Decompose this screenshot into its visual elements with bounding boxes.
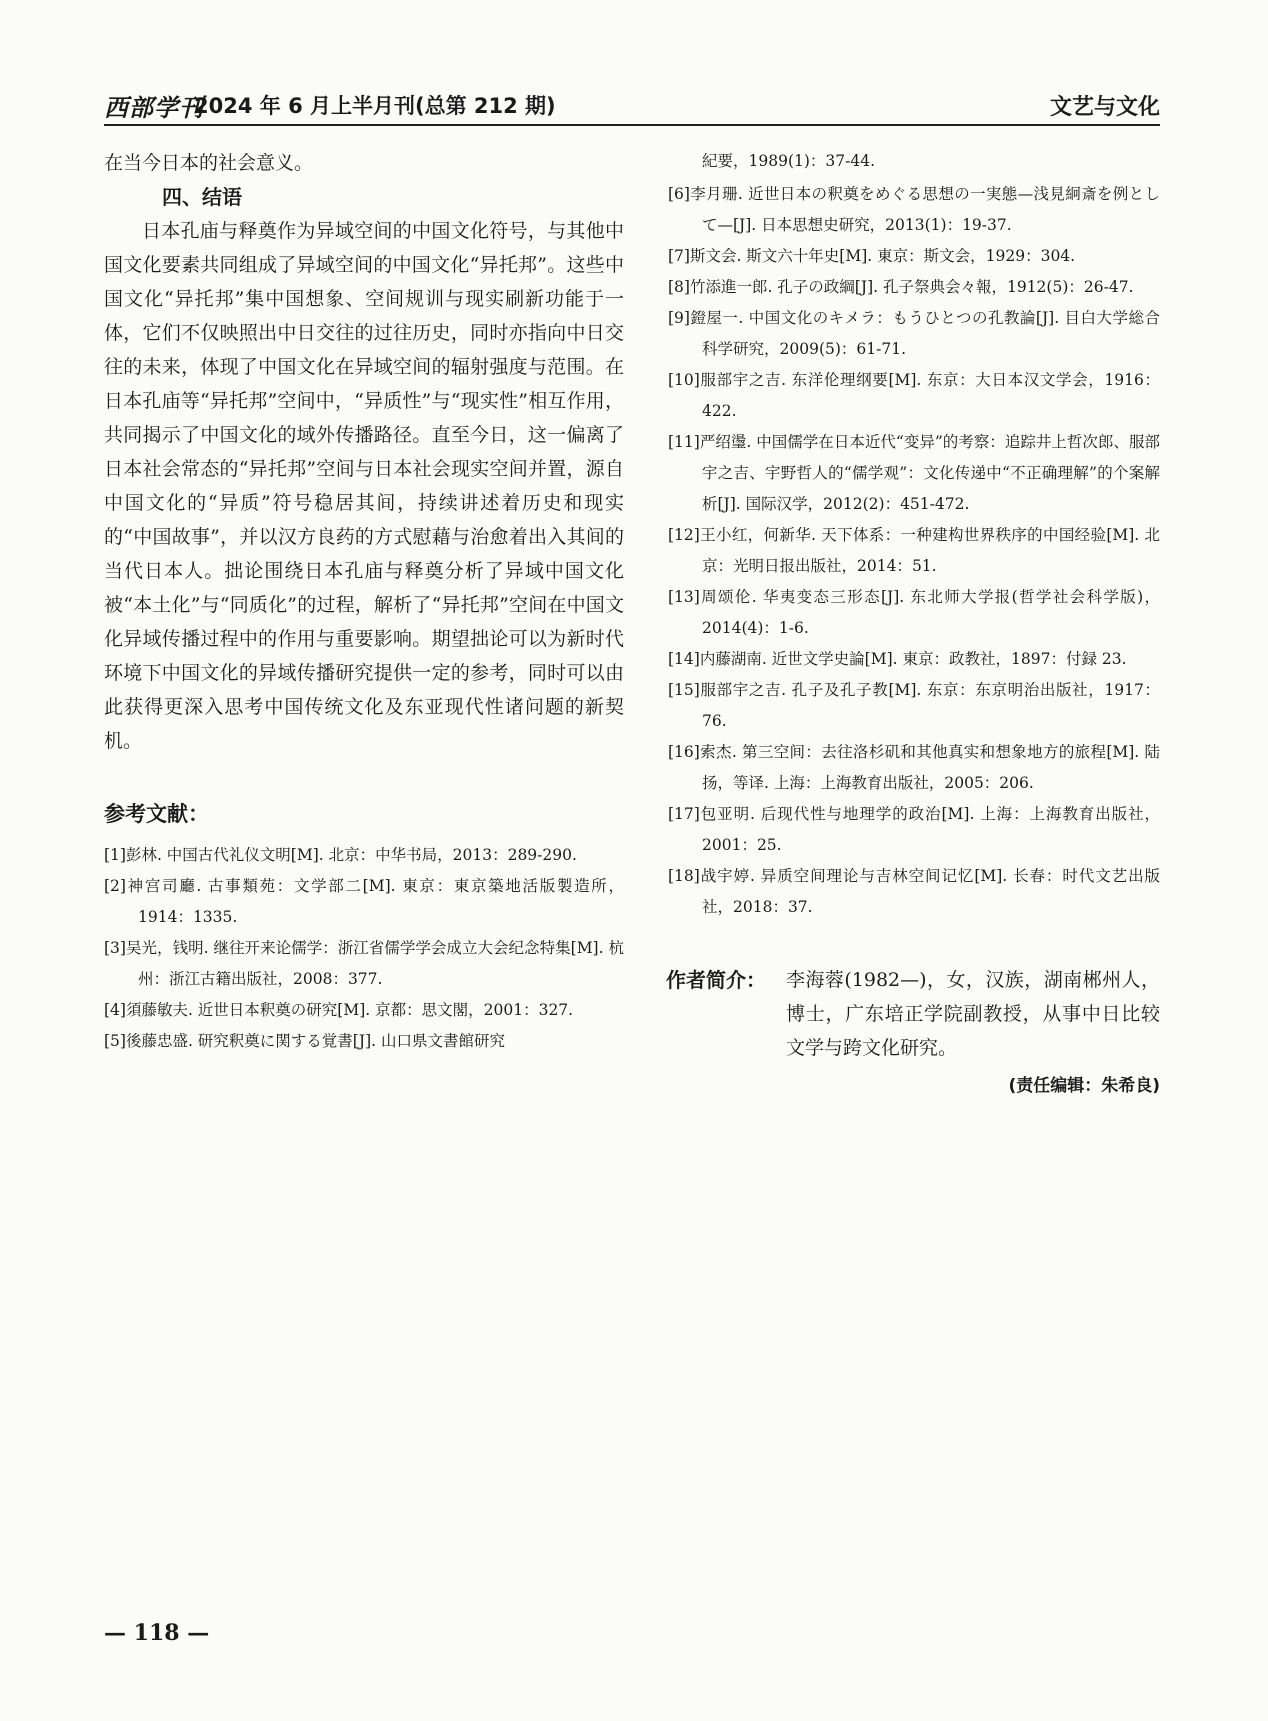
journal-brand-logo: 西部学刊	[104, 93, 204, 122]
reference-item: [15]服部宇之吉. 孔子及孔子教[M]. 东京：东京明治出版社，1917：76.	[668, 681, 1160, 730]
reference-item: [5]後藤忠盛. 研究釈奠に関する覚書[J]. 山口県文書館研究	[104, 1032, 505, 1050]
page-number: — 118 —	[104, 1620, 210, 1646]
section-title: 文艺与文化	[1049, 95, 1160, 120]
reference-item: [13]周颂伦. 华夷变态三形态[J]. 东北师大学报(哲学社会科学版)，2014(4)：1-6.	[668, 588, 1160, 637]
reference-item: [16]索杰. 第三空间：去往洛杉矶和其他真实和想象地方的旅程[M]. 陆扬，等译. 上海：上海教育出版社，2005：206.	[668, 743, 1160, 792]
section-heading-conclusion: 四、结语	[162, 185, 242, 209]
references-title: 参考文献：	[104, 802, 209, 826]
author-bio-text: 李海蓉(1982—)，女，汉族，湖南郴州人，博士，广东培正学院副教授，从事中日比较文学与跨文化研究。	[786, 969, 1160, 1059]
responsible-editor: (责任编辑：朱希良)	[1008, 1076, 1160, 1096]
reference-item: [12]王小红，何新华. 天下体系：一种建构世界秩序的中国经验[M]. 北京：光明日报出版社，2014：51.	[668, 526, 1160, 575]
reference-item: [14]内藤湖南. 近世文学史論[M]. 東京：政教社，1897：付録 23.	[668, 650, 1127, 668]
reference-item: [8]竹添進一郎. 孔子の政綱[J]. 孔子祭典会々報，1912(5)：26-47.	[668, 278, 1134, 296]
reference-item: [3]吴光，钱明. 继往开来论儒学：浙江省儒学学会成立大会纪念特集[M]. 杭州：浙江古籍出版社，2008：377.	[104, 939, 624, 988]
reference-item: [7]斯文会. 斯文六十年史[M]. 東京：斯文会，1929：304.	[668, 247, 1076, 265]
reference-item: [2]神宫司廳. 古事類苑：文学部二[M]. 東京：東京築地活版製造所，1914：1335.	[104, 877, 624, 926]
conclusion-paragraph: 日本孔庙与释奠作为异域空间的中国文化符号，与其他中国文化要素共同组成了异域空间的中国文化“异托邦”。这些中国文化“异托邦”集中国想象、空间规训与现实刷新功能于一体，它们不仅映照出中日交往的过往历史，同时亦指向中日交往的未来，体现了中国文化在异域空间的辐射强度与范围。在日本孔庙等“异托邦”空间中，“异质性”与“现实性”相互作用，共同揭示了中国文化的域外传播路径。直至今日，这一偏离了日本社会常态的“异托邦”空间与日本社会现实空间并置，源自中国文化的“异质”符号稳居其间，持续讲述着历史和现实的“中国故事”，并以汉方良药的方式慰藉与治愈着出入其间的当代日本人。拙论围绕日本孔庙与释奠分析了异域中国文化被“本土化”与“同质化”的过程，解析了“异托邦”空间在中国文化异域传播过程中的作用与重要影响。期望拙论可以为新时代环境下中国文化的异域传播研究提供一定的参考，同时可以由此获得更深入思考中国传统文化及东亚现代性诸问题的新契机。	[104, 220, 624, 752]
reference-item: [18]战宇婷. 异质空间理论与吉林空间记忆[M]. 长春：时代文艺出版社，2018：37.	[668, 867, 1160, 916]
author-bio-label: 作者简介：	[666, 968, 766, 992]
reference-item: [11]严绍璗. 中国儒学在日本近代“变异”的考察：追踪井上哲次郎、服部宇之吉、宇野哲人的“儒学观”：文化传递中“不正确理解”的个案解析[J]. 国际汉学，2012(2)：451-472.	[668, 433, 1160, 513]
references-list-right	[668, 179, 1160, 923]
reference-item: [6]李月珊. 近世日本の釈奠をめぐる思想の一実態—浅見絅斎を例として—[J]. 日本思想史研究，2013(1)：19-37.	[668, 185, 1160, 234]
paragraph-continued: 在当今日本的社会意义。	[104, 152, 314, 174]
right-column	[668, 146, 1160, 1096]
reference-item: [10]服部宇之吉. 东洋伦理纲要[M]. 东京：大日本汉文学会，1916：422.	[668, 371, 1160, 420]
reference-item: [4]須藤敏夫. 近世日本釈奠の研究[M]. 京都：思文閣，2001：327.	[104, 1001, 574, 1019]
left-column	[104, 146, 624, 1057]
references-list-left	[104, 840, 624, 1057]
reference-item: [17]包亚明. 后现代性与地理学的政治[M]. 上海：上海教育出版社，2001：25.	[668, 805, 1160, 854]
author-bio	[668, 963, 1160, 1065]
reference-item-continued: 紀要，1989(1)：37-44.	[702, 152, 876, 170]
issue-info: 2024 年 6 月上半月刊(总第 212 期)	[194, 94, 556, 118]
page-header	[104, 86, 1160, 126]
reference-item: [9]鐙屋一. 中国文化のキメラ：もうひとつの孔教論[J]. 目白大学総合科学研究，2009(5)：61-71.	[668, 309, 1160, 358]
reference-item: [1]彭林. 中国古代礼仪文明[M]. 北京：中华书局，2013：289-290.	[104, 846, 577, 864]
